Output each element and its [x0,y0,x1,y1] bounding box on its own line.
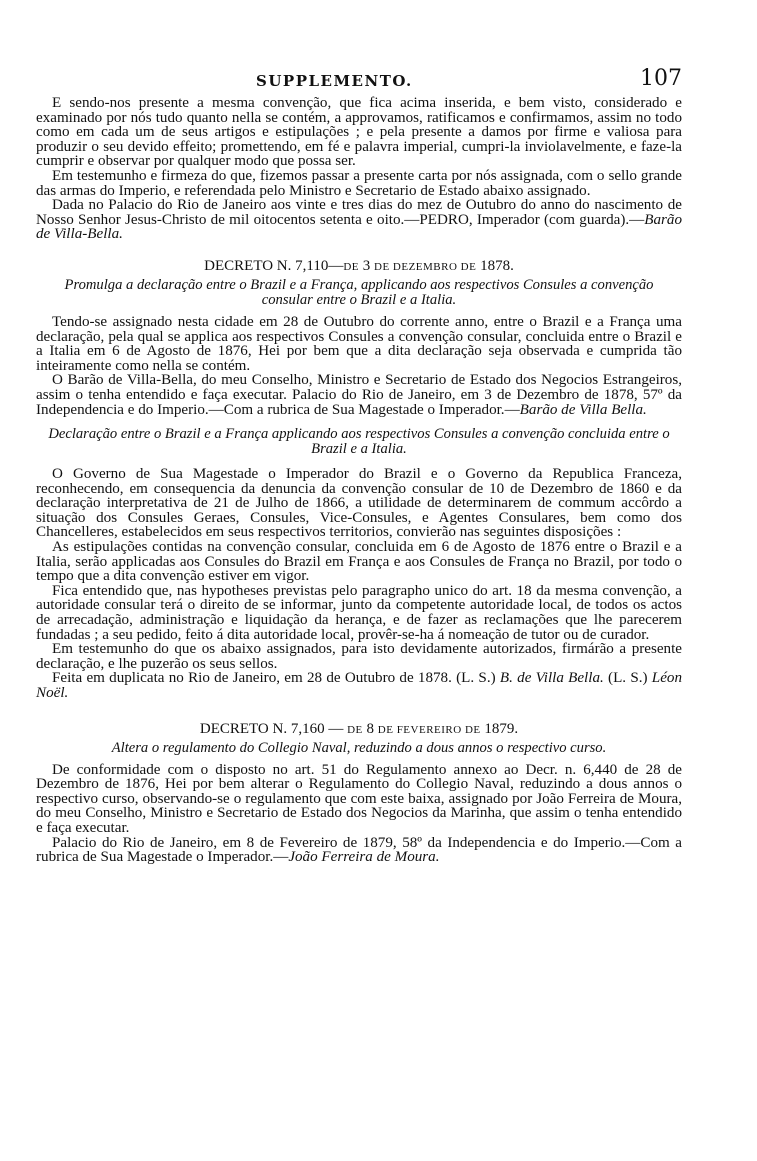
paragraph: Em testemunho e firmeza do que, fizemos passar a presente carta por nós assignada, com o sello grande das armas do Imperio, e referendada pelo Ministro e Secretario de Estado abaixo assignado. [36,167,682,199]
signature: B. de Villa Bella. [499,670,604,687]
paragraph [36,836,682,865]
paragraph [36,373,682,417]
running-header [36,66,682,96]
running-title: SUPPLEMENTO. [256,72,413,90]
paragraph-text: O Barão de Villa-Bella, do meu Conselho, Ministro e Secretario de Estado dos Negocios Estrangeiros, assim o tenha entendido e faça executar. Palacio do Rio de Janeiro, em 3 de Dezembro de 1878, 57º da Independencia e do Imperio.—Com a rubrica de Sua Magestade o Imperador.— [36,372,682,418]
paragraph [36,198,682,242]
signature: Barão de Villa Bella. [519,401,647,418]
paragraph: As estipulações contidas na convenção consular, concluida em 6 de Agosto de 1876 entre o Brazil e a Italia, serão applicadas aos Consules do Brazil em França e aos Consules de França no Brazil, por todo o tempo que a dita convenção estiver em vigor. [36,539,682,585]
paragraph: Fica entendido que, nas hypotheses previstas pelo paragrapho unico do art. 18 da mesma convenção, a autoridade consular terá o direito de se informar, junto da competente autoridade local, de todos os actos de arrecadação, administração e liquidação da herança, e de fazer as reclamações que lhe parecerem fundadas ; a seu pedido, feito á dita autoridade local, provêr-se-ha á nomeação de tutor ou de curador. [36,582,682,643]
seal-mark: (L. S.) [608,670,648,687]
decree-summary: Altera o regulamento do Collegio Naval, reduzindo a dous annos o respectivo curso. [111,739,607,756]
paragraph: E sendo-nos presente a mesma convenção, que fica acima inserida, e bem visto, considerado e examinado por nós tudo quanto nella se contém, a approvamos, ratificamos e confirmamos, assim no todo como em cada um de seus artigos e estipulações ; e pela presente a damos por firme e valiosa para produzir o seu devido effeito; promettendo, em fé e palavra imperial, cumpri-la inviolavelmente, e faze-la cumprir e observar por qualquer modo que possa ser. [36,95,682,170]
paragraph: Em testemunho do que os abaixo assignados, para isto devidamente autorizados, firmárão a presente declaração, e lhe puzerão os seus sellos. [36,641,682,672]
decree-heading: DECRETO N. 7,160 — DE 8 DE FEVEREIRO DE 1879. [199,720,519,737]
paragraph: De conformidade com o disposto no art. 51 do Regulamento annexo ao Decr. n. 6,440 de 28 de Dezembro de 1876, Hei por bem alterar o Regulamento do Collegio Naval, reduzindo a dous annos o respectivo curso, observando-se o regulamento que com este baixa, assignado por João Ferreira de Moura, do meu Conselho, Ministro e Secretario de Estado dos Negocios da Marinha, que assim o tenha entendido e faça executar. [36,761,682,836]
paragraph-text: Dada no Palacio do Rio de Janeiro aos vinte e tres dias do mez de Outubro do anno do nascimento de Nosso Senhor Jesus-Christo de mil oitocentos setenta e oito.—PEDRO, Imperador (com guarda).— [36,197,682,228]
paragraph: Tendo-se assignado nesta cidade em 28 de Outubro do corrente anno, entre o Brazil e a França uma declaração, pela qual se applica aos respectivos Consules a convenção consular, concluida entre o Brazil e a Italia em 6 de Agosto de 1876, Hei por bem que a dita declaração seja observada e cumprida tão inteiramente como nella se contém. [36,313,682,374]
ratification-section [36,96,682,242]
paragraph-text: Feita em duplicata no Rio de Janeiro, em 28 de Outubro de 1878. (L. S.) [52,670,496,687]
signature: João Ferreira de Moura. [288,849,440,866]
page-number: 107 [640,66,682,91]
declaration-title: Declaração entre o Brazil e a França applicando aos respectivos Consules a convenção concluida entre o Brazil e a Italia. [48,426,670,458]
decree-summary: Promulga a declaração entre o Brazil e a França, applicando aos respectivos Consules a convenção consular entre o Brazil e a Italia. [64,276,654,308]
book-page [36,66,682,865]
signature: Barão de Villa-Bella. [36,211,682,243]
paragraph-text: Palacio do Rio de Janeiro, em 8 de Fevereiro de 1879, 58º da Independencia e do Imperio.—Com a rubrica de Sua Magestade o Imperador.— [36,834,682,866]
decree-heading: DECRETO N. 7,110—DE 3 DE DEZEMBRO DE 1878. [204,257,514,274]
paragraph [36,671,682,700]
paragraph: O Governo de Sua Magestade o Imperador do Brazil e o Governo da Republica Franceza, reconhecendo, em consequencia da denuncia da convenção consular de 10 de Dezembro de 1860 e da declaração interpretativa de 21 de Julho de 1866, a utilidade de determinarem de commum accôrdo a situação dos Consules Geraes, Consules, Vice-Consules, e Agentes Consulares, bem como dos Chancelleres, estabelecidos em seus respectivos territorios, convierão nas seguintes disposições : [36,466,682,541]
signature: Léon Noël. [36,670,682,701]
